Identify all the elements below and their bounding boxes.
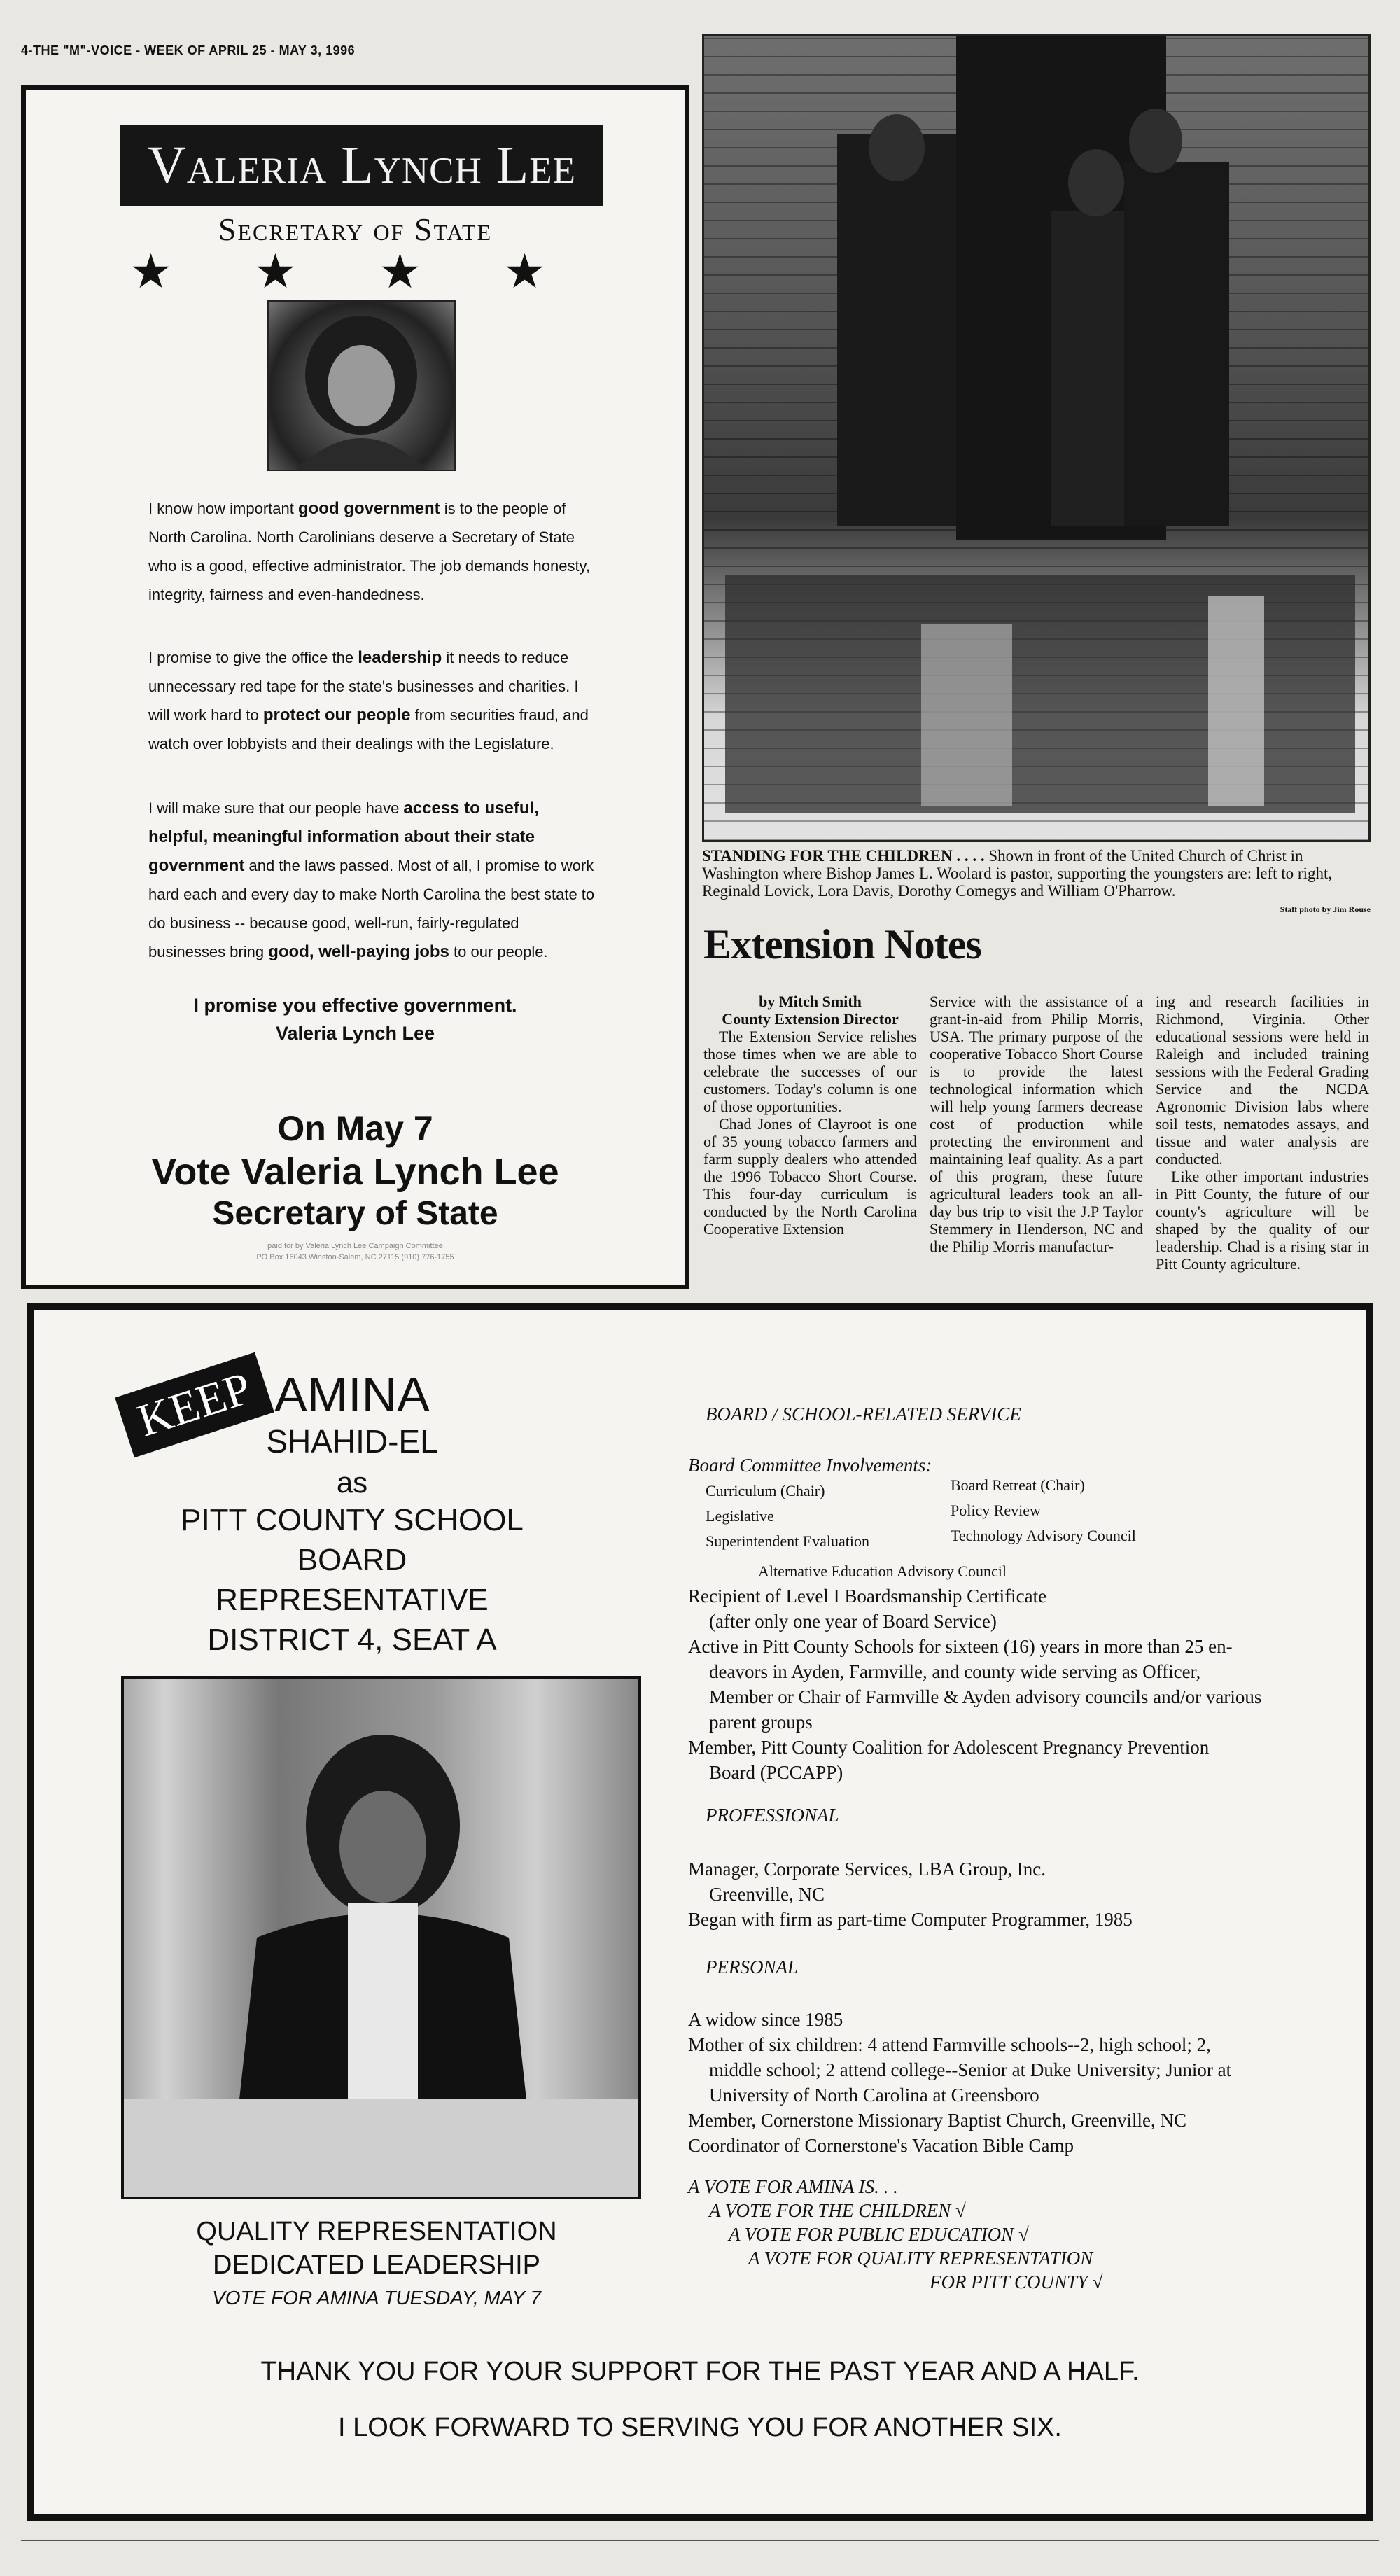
committees-left: Curriculum (Chair) Legislative Superintendent Evaluation bbox=[706, 1482, 869, 1550]
vote-candidate: Vote Valeria Lynch Lee bbox=[151, 1151, 559, 1193]
personal-items: A widow since 1985 Mother of six children: 4 attend Farmville schools--2, high school; 2, middle school; 2 attend college--Senior at Duke University; Junior at University of North Carolina at Greensboro Member, Cornerstone Missionary Baptist Church, Greenville, NC Coordinator of Cornerstone's Vacation Bible Camp bbox=[688, 2009, 1232, 2156]
paid-for-notice: paid for by Valeria Lynch Lee Campaign Committee bbox=[267, 1242, 443, 1250]
amina-shahid-el-ad bbox=[27, 1303, 1373, 2521]
section-heading-personal: PERSONAL bbox=[706, 1956, 798, 1977]
campaign-address: PO Box 16043 Winston-Salem, NC 27115 (910) 776-1755 bbox=[256, 1253, 454, 1261]
office-line-3: REPRESENTATIVE bbox=[216, 1583, 489, 1617]
candidate-first-name: AMINA bbox=[274, 1367, 430, 1422]
article-column-3: ing and research facilities in Richmond, Virginia. Other educational sessions were held in Raleigh and included training sessions with the Federal Grading Service and the NCDA Agronomic Division labs where soil tests, nematodes assays, and tissue and water analysis are conducted. Like other important industries in Pitt County, the future of our county's agriculture will be shaped by the quality of our leadership. Chad is a rising star in Pitt County agriculture. bbox=[1156, 993, 1369, 1273]
vote-date: On May 7 bbox=[277, 1109, 433, 1148]
office-line-2: BOARD bbox=[297, 1543, 407, 1577]
article-column-1: by Mitch Smith County Extension Director The Extension Service relishes those times when we are able to celebrate the successes of our customers. Today's column is one of those opportunities. Chad Jones of Clayroot is one of 35 young tobacco farmers and farm supply dealers who attended the 1996 Tobacco Short Course. This four-day curriculum is conducted by the North Carolina Cooperative Extension bbox=[704, 993, 917, 1238]
tagline-3: VOTE FOR AMINA TUESDAY, MAY 7 bbox=[212, 2287, 541, 2309]
paragraph-2: I promise to give the office the leadership it needs to reduce unnecessary red tape for the state's businesses and charities. I will work hard to protect our people from securities fraud, and watch over lobbyists and their dealings with the Legislature. bbox=[148, 648, 589, 752]
tagline-2: DEDICATED LEADERSHIP bbox=[212, 2250, 541, 2280]
valeria-lee-ad bbox=[21, 85, 690, 1289]
vote-for-amina: A VOTE FOR AMINA IS. . . A VOTE FOR THE CHILDREN √ A VOTE FOR PUBLIC EDUCATION √ A VOTE FOR QUALITY REPRESENTATION FOR PITT COUNTY √ bbox=[688, 2176, 1103, 2292]
section-heading-professional: PROFESSIONAL bbox=[706, 1805, 839, 1826]
as-word: as bbox=[336, 1466, 368, 1499]
paragraph-1: I know how important good government is to the people of North Carolina. North Carolinians deserve a Secretary of State who is a good, effective administrator. The job demands honesty, integrity, fairness and even-handedness. bbox=[148, 499, 591, 603]
office-line-1: PITT COUNTY SCHOOL bbox=[181, 1503, 524, 1537]
office-line-4: DISTRICT 4, SEAT A bbox=[207, 1623, 497, 1657]
thank-you-line: THANK YOU FOR YOUR SUPPORT FOR THE PAST YEAR AND A HALF. bbox=[260, 2357, 1140, 2386]
committees-right: Board Retreat (Chair) Policy Review Technology Advisory Council bbox=[951, 1476, 1136, 1544]
candidate-photo bbox=[267, 300, 456, 471]
bottom-rule bbox=[21, 2540, 1379, 2541]
professional-items: Manager, Corporate Services, LBA Group, Inc. Greenville, NC Began with firm as part-time Computer Programmer, 1985 bbox=[688, 1858, 1133, 1930]
paragraph-3: I will make sure that our people have access to useful, helpful, meaningful information about their state government and the laws passed. Most of all, I promise to work hard each and every day to make North Carolina the best state to do business -- because good, well-run, fairly-regulated businesses bring good, well-paying jobs to our people. bbox=[148, 799, 595, 961]
church-group-photo bbox=[702, 34, 1371, 842]
byline-name: by Mitch Smith bbox=[759, 993, 862, 1010]
tagline-1: QUALITY REPRESENTATION bbox=[196, 2217, 557, 2246]
candidate-name-banner: Valeria Lynch Lee bbox=[120, 125, 603, 206]
stars: ★ ★ ★ ★ bbox=[130, 245, 581, 298]
promise-signature: Valeria Lynch Lee bbox=[275, 1023, 435, 1044]
photo-caption: STANDING FOR THE CHILDREN . . . . Shown in front of the United Church of Christ in Washington where Bishop James L. Woolard is pastor, supporting the youngsters are: left to right, Reginald Lovick, Lora Davis, Dorothy Comegys and William O'Pharrow. bbox=[702, 847, 1333, 899]
section-heading-board: BOARD / SCHOOL-RELATED SERVICE bbox=[706, 1404, 1021, 1424]
photo-credit: Staff photo by Jim Rouse bbox=[1280, 904, 1371, 914]
article-column-2: Service with the assistance of a grant-in-aid from Philip Morris, USA. The primary purpose of the cooperative Tobacco Short Course is to provide the latest technological information which will help young farmers decrease cost of production while protecting the environment and maintaining leaf quality. As a part of this program, these future agricultural leaders took an all-day bus trip to visit the J.P Taylor Stemmery in Henderson, NC and the Philip Morris manufactur- bbox=[930, 993, 1143, 1255]
candidate-photo bbox=[121, 1676, 641, 2199]
article-title: Extension Notes bbox=[704, 921, 981, 967]
board-items: Recipient of Level I Boardsmanship Certificate (after only one year of Board Service) Active in Pitt County Schools for sixteen (16) years in more than 25 en- deavors in Ayden, Farmville, and county wide serving as Officer, Member or Chair of Farmville & Ayden advisory councils and/or various parent groups Member, Pitt County Coalition for Adolescent Pregnancy Prevention Board (PCCAPP) bbox=[688, 1586, 1262, 1783]
keep-badge: KEEP bbox=[115, 1352, 274, 1457]
committee-extra: Alternative Education Advisory Council bbox=[758, 1562, 1007, 1580]
vote-office: Secretary of State bbox=[212, 1195, 498, 1232]
byline-title: County Extension Director bbox=[722, 1010, 899, 1028]
office-title: Secretary of State bbox=[218, 211, 493, 247]
committee-heading: Board Committee Involvements: bbox=[688, 1455, 932, 1476]
serving-line: I LOOK FORWARD TO SERVING YOU FOR ANOTHER SIX. bbox=[338, 2413, 1062, 2442]
promise-line: I promise you effective government. bbox=[193, 995, 517, 1016]
masthead: 4-THE "M"-VOICE - WEEK OF APRIL 25 - MAY 3, 1996 bbox=[21, 43, 356, 57]
candidate-last-name: SHAHID-EL bbox=[266, 1423, 438, 1460]
